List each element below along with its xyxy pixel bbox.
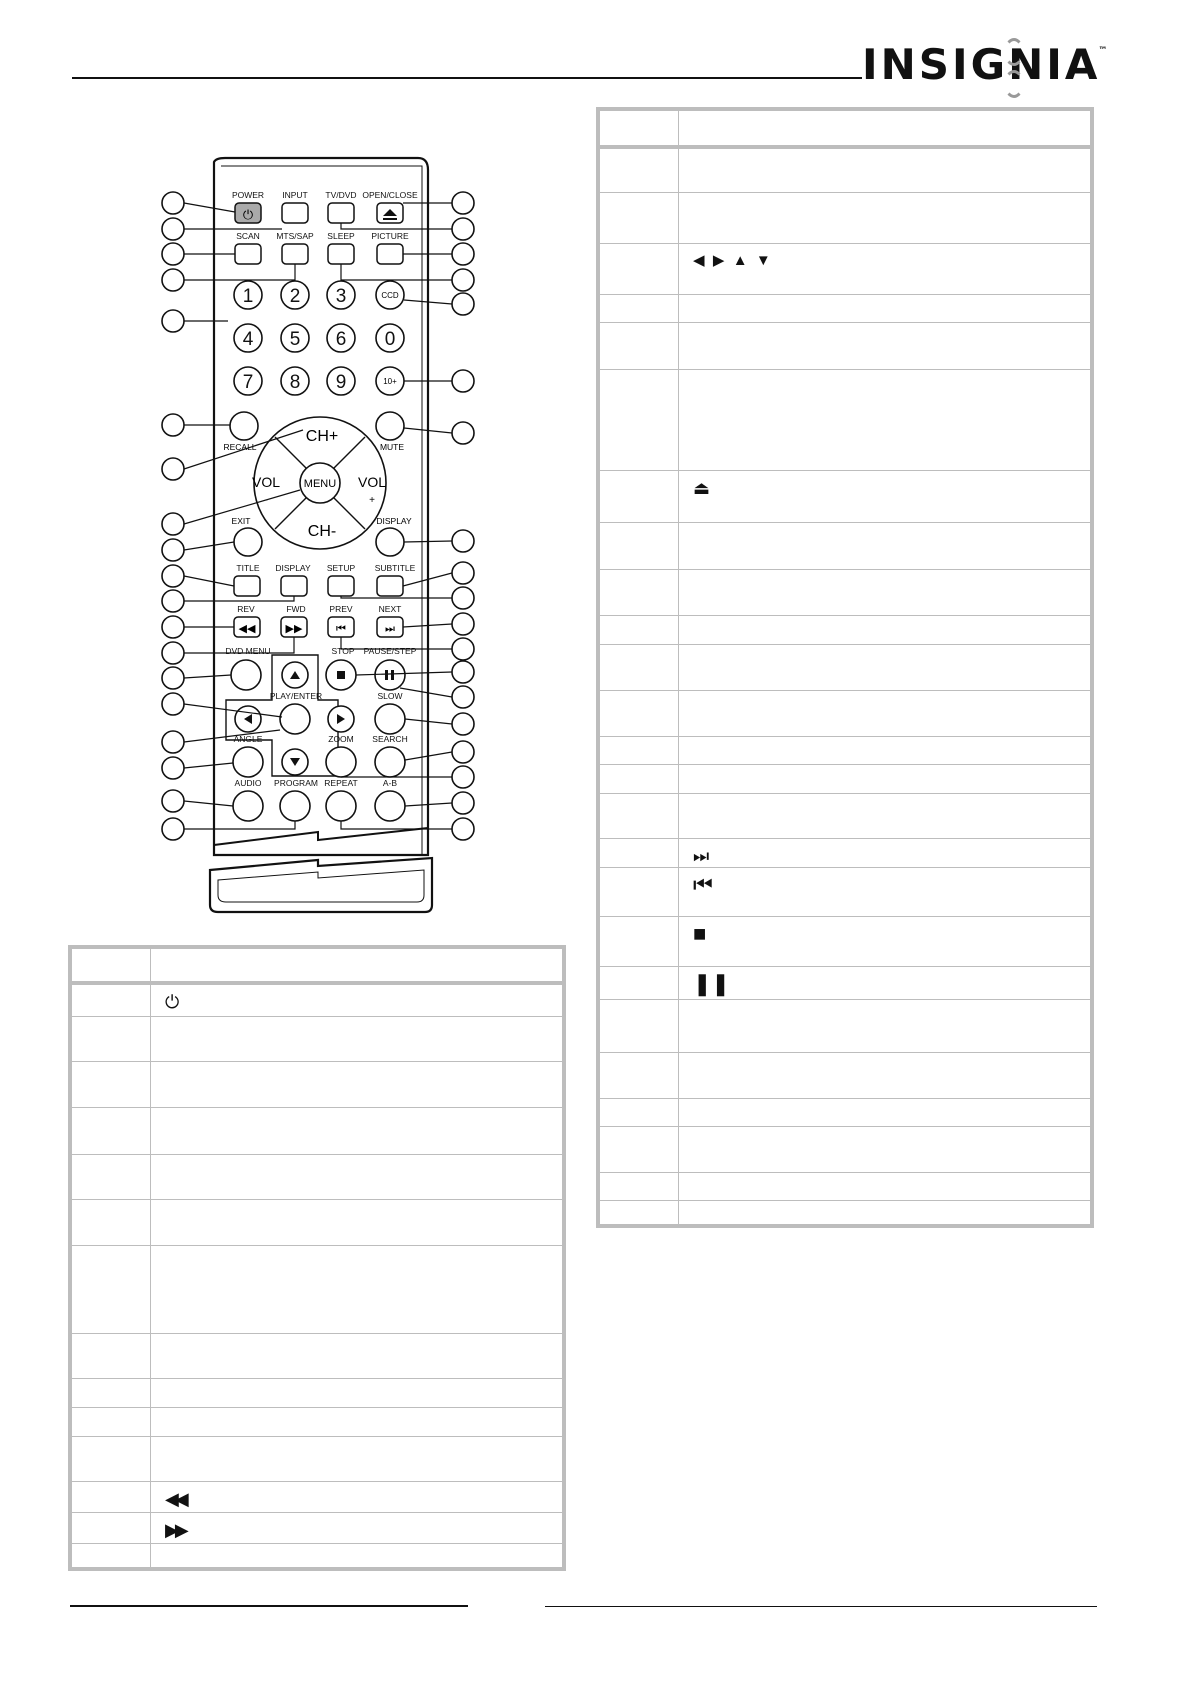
table-cell <box>70 983 151 1016</box>
dvdmenu-label: DVD MENU <box>225 646 271 656</box>
table-header-cell <box>598 109 679 147</box>
digit-label: 9 <box>335 372 347 393</box>
pause-icon <box>385 670 388 680</box>
chminus-label: CH- <box>307 523 337 540</box>
table-cell <box>598 690 679 736</box>
label-openclose: OPEN/CLOSE <box>362 190 418 200</box>
table-cell <box>679 999 1093 1052</box>
table-cell <box>598 966 679 999</box>
callout-marker <box>452 792 474 814</box>
left-table <box>68 945 566 1571</box>
callout-marker <box>452 638 474 660</box>
callout-marker <box>162 667 184 689</box>
table-cell <box>679 147 1093 192</box>
callout-marker <box>452 741 474 763</box>
callout-marker <box>452 661 474 683</box>
repeat-label: REPEAT <box>324 778 358 788</box>
mute-label: MUTE <box>379 442 405 452</box>
vol-right-plus: + <box>369 495 375 506</box>
subtitle-label: SUBTITLE <box>374 563 416 573</box>
digit-label: 4 <box>242 329 254 350</box>
label-mtssap: MTS/SAP <box>276 231 314 241</box>
table-cell <box>679 1200 1093 1226</box>
table-cell <box>598 999 679 1052</box>
mute-button <box>376 412 404 440</box>
table-cell <box>70 1245 151 1333</box>
tenplus-label: 10+ <box>383 377 397 386</box>
table-cell <box>598 294 679 322</box>
digit-label: 1 <box>242 286 254 307</box>
table-cell <box>679 569 1093 615</box>
table-cell <box>70 1481 151 1512</box>
callout-marker <box>162 539 184 561</box>
chplus-label: CH+ <box>305 428 339 445</box>
display-top-button <box>376 528 404 556</box>
subtitle-button <box>377 576 403 596</box>
callout-marker <box>452 293 474 315</box>
dvdmenu-button <box>231 660 261 690</box>
callout-marker <box>162 642 184 664</box>
table-cell <box>598 1052 679 1098</box>
callout-marker <box>162 243 184 265</box>
power-icon: ⏻ <box>242 207 254 222</box>
table-cell <box>679 192 1093 243</box>
power-icon: ⏻ <box>165 992 180 1012</box>
callout-marker <box>452 192 474 214</box>
callout-marker <box>162 693 184 715</box>
vol-left-minus: - <box>264 495 268 506</box>
table-cell <box>598 793 679 838</box>
next-label: NEXT <box>378 604 402 614</box>
table-cell <box>679 322 1093 369</box>
program-label: PROGRAM <box>274 778 318 788</box>
table-cell <box>598 569 679 615</box>
title-button <box>234 576 260 596</box>
table-cell <box>70 1436 151 1481</box>
menu-label: MENU <box>303 478 337 490</box>
label-picture: PICTURE <box>371 231 409 241</box>
callout-marker <box>452 713 474 735</box>
fast-forward-icon: ▶▶ <box>285 623 303 635</box>
table-cell <box>151 1481 565 1512</box>
fwd-label: FWD <box>286 604 306 614</box>
label-power: POWER <box>231 190 265 200</box>
callout-marker <box>162 414 184 436</box>
table-cell <box>151 1016 565 1061</box>
digit-label: 5 <box>289 329 301 350</box>
next-icon: ⏮ <box>693 871 713 897</box>
rev-label: REV <box>237 604 255 614</box>
sleep-button <box>328 244 354 264</box>
table-cell <box>679 690 1093 736</box>
table-cell <box>679 838 1093 867</box>
arrow-keys-icon: ◀ ▶ ▲ ▼ <box>693 251 771 269</box>
table-cell <box>151 1199 565 1245</box>
pausestep-label: PAUSE/STEP <box>363 646 417 656</box>
digit-label: 3 <box>335 286 347 307</box>
mtssap-button <box>282 244 308 264</box>
table-cell <box>598 736 679 764</box>
playenter-button <box>280 704 310 734</box>
callout-marker <box>452 370 474 392</box>
table-cell <box>70 1407 151 1436</box>
callout-marker <box>452 269 474 291</box>
table-cell <box>598 1098 679 1126</box>
table-cell <box>679 1126 1093 1172</box>
callout-marker <box>452 530 474 552</box>
previous-icon: ⏮ <box>336 623 346 635</box>
table-cell <box>598 867 679 916</box>
callout-marker <box>162 818 184 840</box>
rewind-icon: ◀◀ <box>238 623 256 635</box>
callout-marker <box>452 218 474 240</box>
table-cell <box>679 294 1093 322</box>
table-cell <box>598 615 679 644</box>
stop-icon <box>337 671 345 679</box>
table-cell <box>151 1512 565 1543</box>
table-cell <box>679 369 1093 470</box>
table-cell <box>679 793 1093 838</box>
table-cell <box>598 243 679 294</box>
recall-button <box>230 412 258 440</box>
table-cell <box>679 966 1093 999</box>
ab-button <box>375 791 405 821</box>
callout-marker <box>452 562 474 584</box>
callout-marker <box>162 513 184 535</box>
table-cell <box>151 1107 565 1154</box>
label-sleep: SLEEP <box>327 231 355 241</box>
table-cell <box>70 1199 151 1245</box>
scan-button <box>235 244 261 264</box>
exit-button <box>234 528 262 556</box>
table-cell <box>70 1512 151 1543</box>
table-cell <box>151 1378 565 1407</box>
table-cell <box>598 1126 679 1172</box>
table-cell <box>679 615 1093 644</box>
callout-marker <box>162 757 184 779</box>
digit-label: 6 <box>335 329 347 350</box>
callout-marker <box>452 613 474 635</box>
setup-button <box>328 576 354 596</box>
table-cell <box>679 470 1093 522</box>
table-cell <box>598 764 679 793</box>
program-button <box>280 791 310 821</box>
picture-button <box>377 244 403 264</box>
brand-logo: INSIGNIA ™ <box>862 40 1111 89</box>
pause-button <box>375 660 405 690</box>
previous-icon: ■ <box>693 920 707 946</box>
table-cell <box>598 838 679 867</box>
table-cell <box>151 1154 565 1199</box>
slow-button <box>375 704 405 734</box>
table-cell <box>151 1407 565 1436</box>
stop-label: STOP <box>331 646 355 656</box>
table-cell <box>679 916 1093 966</box>
callout-marker <box>162 218 184 240</box>
angle-label: ANGLE <box>233 734 263 744</box>
digit-label: 7 <box>242 372 254 393</box>
next-icon: ⏭ <box>385 623 395 635</box>
logo-arc-top <box>1004 38 1024 66</box>
table-cell <box>679 522 1093 569</box>
table-cell <box>151 1543 565 1569</box>
table-cell <box>598 147 679 192</box>
table-cell <box>70 1061 151 1107</box>
tvdvd-button <box>328 203 354 223</box>
table-cell <box>679 1098 1093 1126</box>
table-cell <box>598 644 679 690</box>
table-cell <box>70 1016 151 1061</box>
display-label: DISPLAY <box>275 563 311 573</box>
title-label: TITLE <box>236 563 260 573</box>
footer-rule-left <box>70 1605 468 1607</box>
table-cell <box>679 736 1093 764</box>
search-button <box>375 747 405 777</box>
table-cell <box>598 322 679 369</box>
table-cell <box>679 764 1093 793</box>
audio-button <box>233 791 263 821</box>
digit-label: 2 <box>289 286 301 307</box>
header-rule <box>72 77 862 79</box>
callout-marker <box>162 565 184 587</box>
repeat-button <box>326 791 356 821</box>
ccd-label: CCD <box>381 291 399 300</box>
table-cell <box>70 1333 151 1378</box>
table-cell <box>151 1436 565 1481</box>
table-cell <box>151 1333 565 1378</box>
stop-icon: ❚❚ <box>693 970 730 996</box>
callout-marker <box>452 243 474 265</box>
display-top-label: DISPLAY <box>376 516 412 526</box>
slow-label: SLOW <box>377 691 403 701</box>
exit-label: EXIT <box>231 516 251 526</box>
table-cell <box>679 243 1093 294</box>
table-header-cell <box>151 947 565 983</box>
rewind-icon: ◀◀ <box>165 1488 185 1509</box>
audio-label: AUDIO <box>234 778 262 788</box>
callout-marker <box>162 458 184 480</box>
callout-marker <box>162 269 184 291</box>
table-cell <box>679 867 1093 916</box>
digit-label: 0 <box>384 329 396 350</box>
table-cell <box>598 1172 679 1200</box>
callout-marker <box>162 731 184 753</box>
prev-label: PREV <box>329 604 353 614</box>
pause-icon <box>391 670 394 680</box>
vol-left-label: VOL <box>251 474 281 490</box>
ab-label: A-B <box>382 778 398 788</box>
table-cell <box>70 1154 151 1199</box>
setup-label: SETUP <box>326 563 356 573</box>
table-header-cell <box>70 947 151 983</box>
recall-label: RECALL <box>223 442 257 452</box>
zoom-button <box>326 747 356 777</box>
input-button <box>282 203 308 223</box>
table-cell <box>598 1200 679 1226</box>
playenter-label: PLAY/ENTER <box>269 691 323 701</box>
table-cell <box>70 1107 151 1154</box>
vol-right-label: VOL <box>357 474 387 490</box>
table-cell <box>151 1245 565 1333</box>
callout-marker <box>452 818 474 840</box>
table-cell <box>70 1378 151 1407</box>
right-table <box>596 107 1094 1228</box>
callout-marker <box>452 587 474 609</box>
logo-arc-bottom <box>1004 70 1024 98</box>
label-tvdvd: TV/DVD <box>325 190 357 200</box>
row-symbol: ⏭ <box>693 845 710 866</box>
table-cell <box>598 369 679 470</box>
angle-button <box>233 747 263 777</box>
table-cell <box>679 644 1093 690</box>
callout-marker <box>452 686 474 708</box>
callout-marker <box>452 422 474 444</box>
footer-rule-right <box>545 1606 1097 1607</box>
eject-icon: ⏏ <box>693 477 711 498</box>
zoom-label: ZOOM <box>328 734 354 744</box>
callout-marker <box>162 616 184 638</box>
table-header-cell <box>679 109 1093 147</box>
table-cell <box>679 1172 1093 1200</box>
fast-forward-icon: ▶▶ <box>165 1519 185 1540</box>
display-button <box>281 576 307 596</box>
table-cell <box>70 1543 151 1569</box>
remote-control-diagram <box>140 155 480 915</box>
table-cell <box>151 983 565 1016</box>
table-cell <box>598 192 679 243</box>
label-scan: SCAN <box>236 231 260 241</box>
callout-marker <box>162 590 184 612</box>
callout-marker <box>452 766 474 788</box>
table-cell <box>151 1061 565 1107</box>
digit-label: 8 <box>289 372 301 393</box>
callout-marker <box>162 192 184 214</box>
callout-marker <box>162 790 184 812</box>
table-cell <box>598 916 679 966</box>
remote-bottom <box>210 858 432 912</box>
search-label: SEARCH <box>372 734 408 744</box>
table-cell <box>598 470 679 522</box>
label-input: INPUT <box>282 190 308 200</box>
table-cell <box>679 1052 1093 1098</box>
callout-marker <box>162 310 184 332</box>
table-cell <box>598 522 679 569</box>
